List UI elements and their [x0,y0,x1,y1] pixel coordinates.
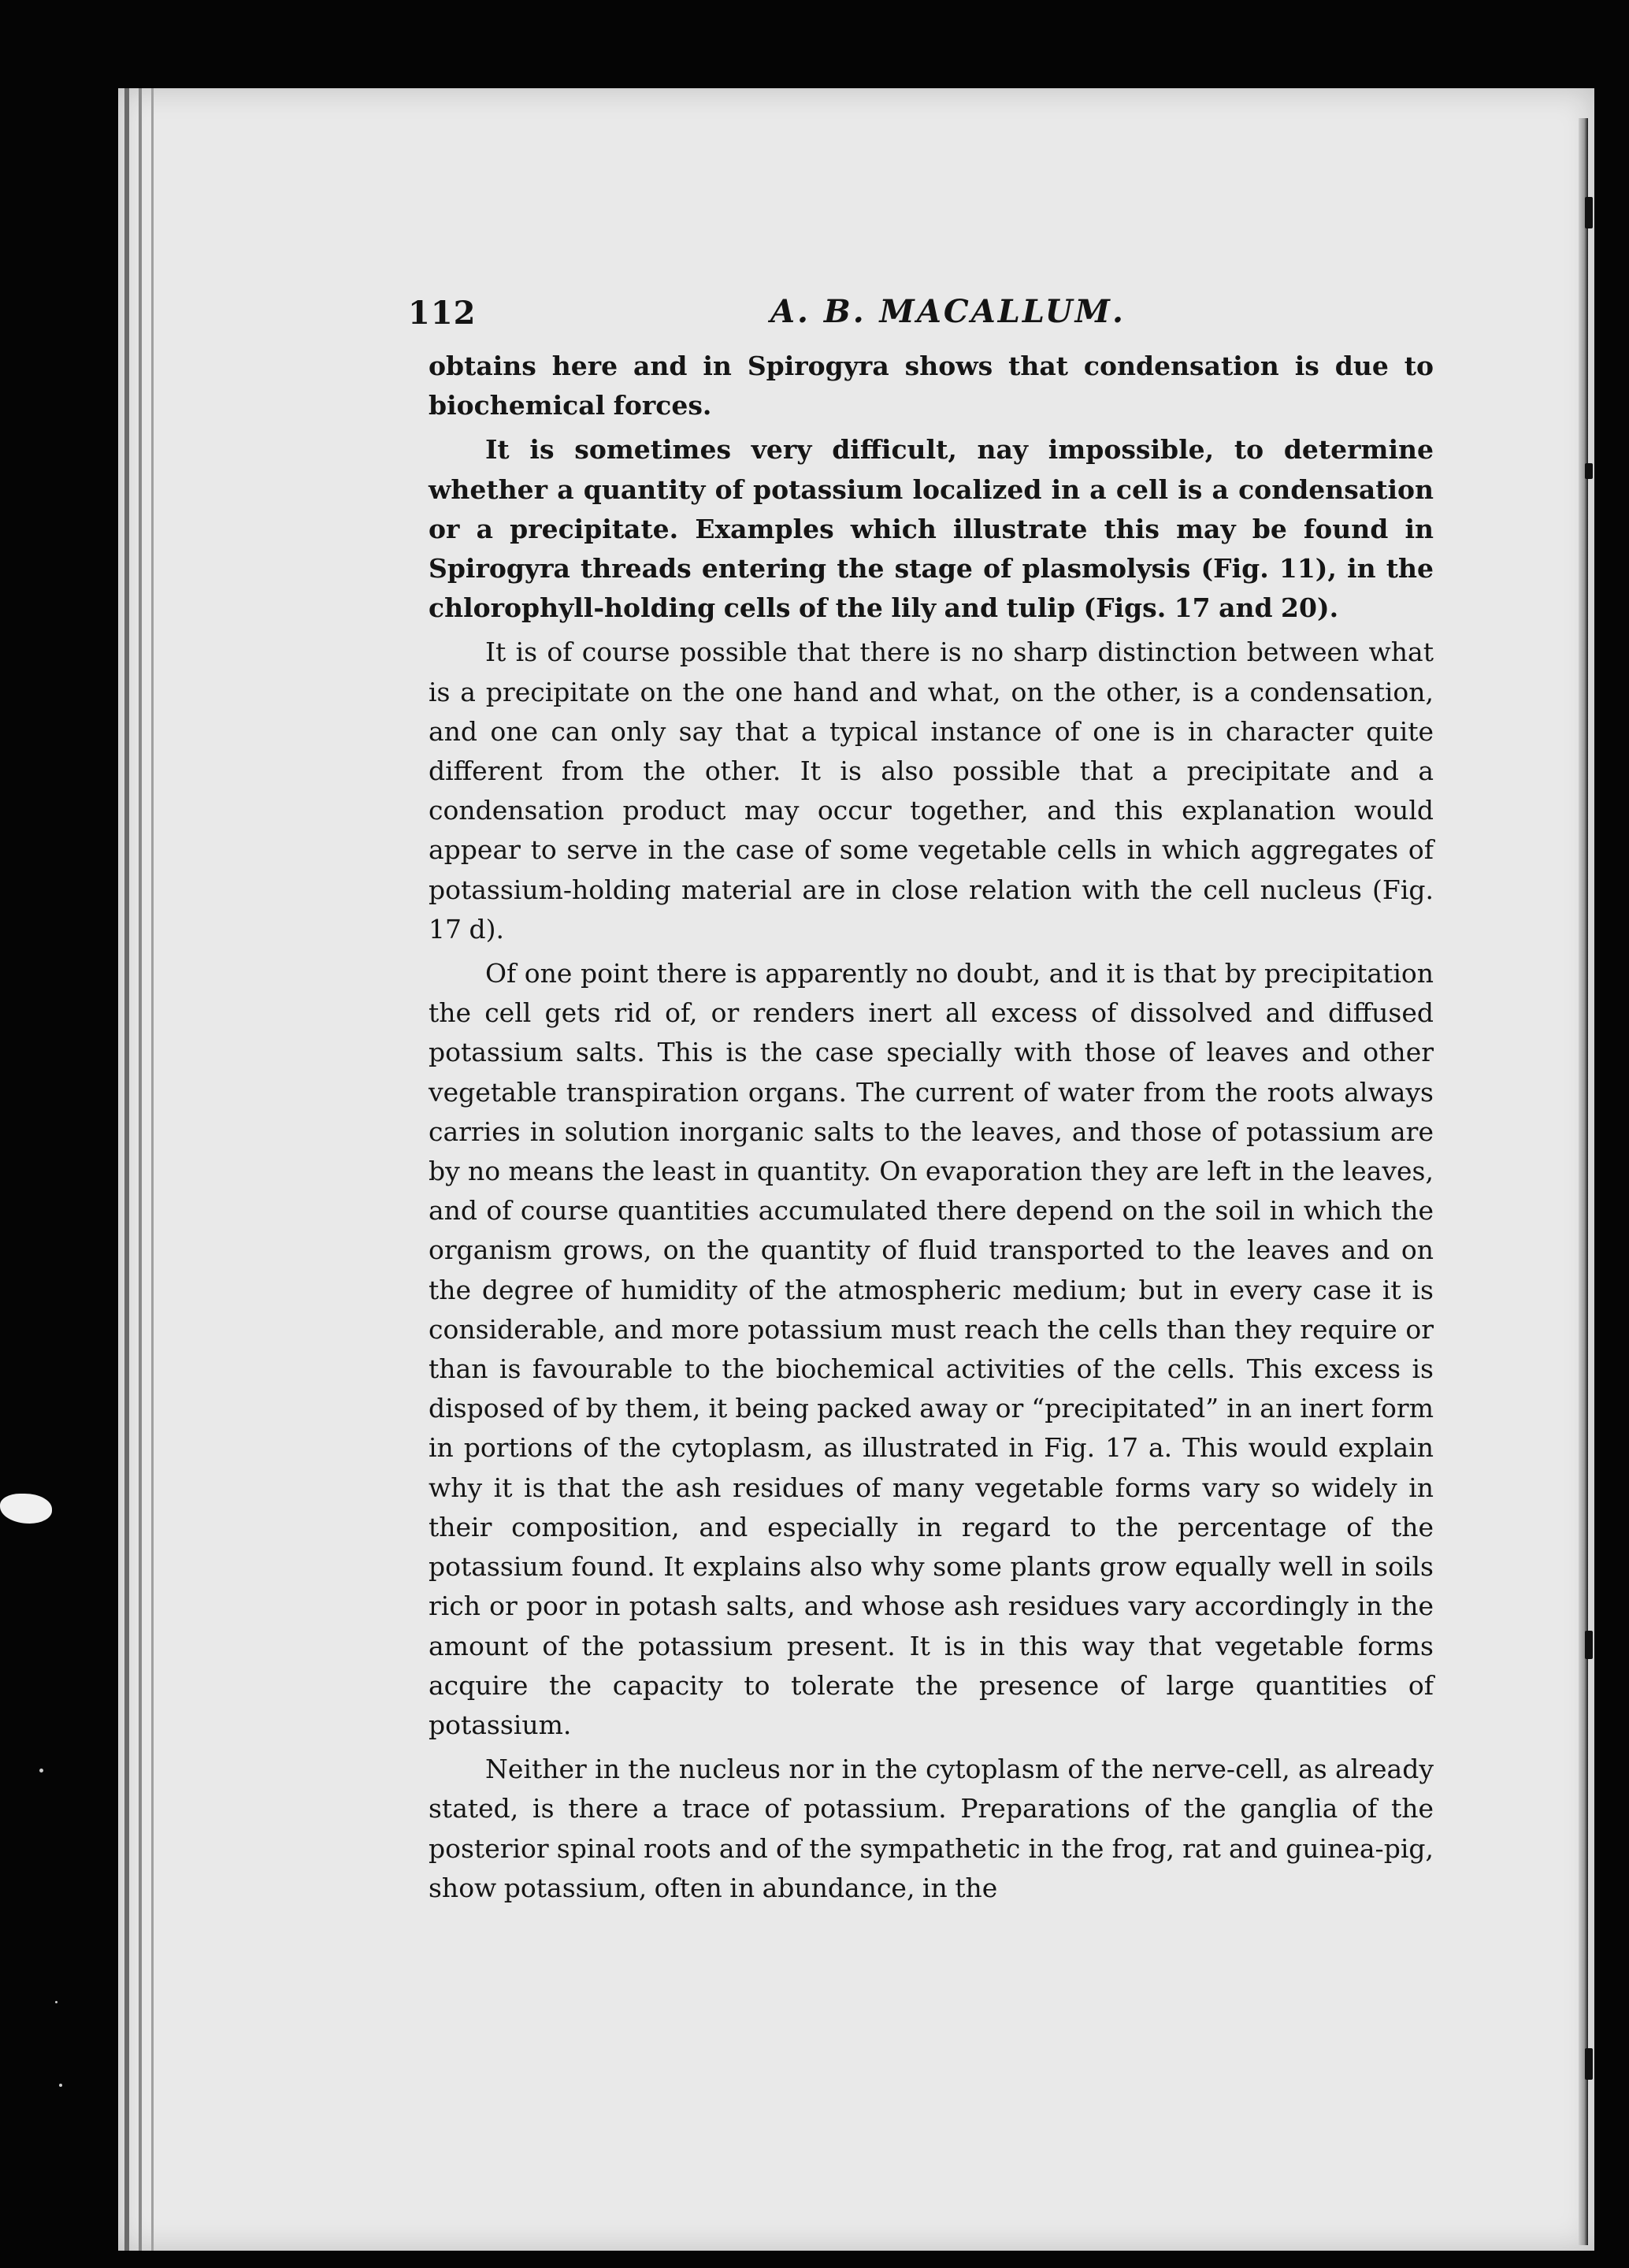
margin-blot [0,1494,52,1524]
paragraph: obtains here and in Spirogyra shows that condensation is due to biochemical forces. [429,351,1434,421]
speck [55,2001,58,2003]
page-right-edge [1579,118,1588,2245]
binding-line [151,88,154,2251]
edge-mark [1585,197,1593,228]
binding-line [139,88,142,2251]
speck [39,1769,43,1772]
paragraph: Neither in the nucleus nor in the cytoplasm of the nerve-cell, as already stated, is there a trace of potassium. Preparations of the ganglia of the posterior spinal roots and of the sympathetic in the frog, rat and guinea-pig, show potassium, often in abundance, in the [429,1754,1434,1903]
running-head [408,285,1440,340]
running-head-author: A. B. MACALLUM. [770,293,1126,330]
edge-mark [1585,463,1593,479]
binding-line [124,88,129,2251]
edge-mark [1585,1631,1593,1659]
edge-mark [1585,2048,1593,2080]
page-number: 112 [408,295,477,332]
paragraph: Of one point there is apparently no doubt, and it is that by precipitation the cell gets rid of, or renders inert all excess of dissolved and diffused potassium salts. This is the case specially with those of leaves and other vegetable transpiration organs. The current of water from the roots always carries in solution inorganic salts to the leaves, and those of potassium are by no means the least in quantity. On evaporation they are left in the leaves, and of course quantities accumulated there depend on the soil in which the organism grows, on the quantity of fluid transported to the leaves and on the degree of humidity of the atmospheric medium; but in every case it is considerable, and more potassium must reach the cells than they require or than is favourable to the biochemical activities of the cells. This excess is disposed of by them, it being packed away or “precipitated” in an inert form in portions of the cytoplasm, as illustrated in Fig. 17 a. This would explain why it is that the ash residues of many vegetable forms vary so widely in their composition, and especially in regard to the percentage of the potassium found. It explains also why some plants grow equally well in soils rich or poor in potash salts, and whose ash residues vary accordingly in the amount of the potassium present. It is in this way that vegetable forms acquire the capacity to tolerate the presence of large quantities of potassium. [429,958,1434,1740]
paragraph: It is of course possible that there is no sharp distinction between what is a precipitate on the one hand and what, on the other, is a condensation, and one can only say that a typical instance of one is in character quite different from the other. It is also possible that a precipitate and a condensation product may occur together, and this explanation would appear to serve in the case of some vegetable cells in which aggregates of potassium-holding material are in close relation with the cell nucleus (Fig. 17 d). [429,637,1434,945]
paragraph: It is sometimes very difficult, nay impossible, to determine whether a quantity of potassium localized in a cell is a condensation or a precipitate. Examples which illustrate this may be found in Spirogyra threads entering the stage of plasmolysis (Fig. 11), in the chlorophyll-holding cells of the lily and tulip (Figs. 17 and 20). [429,434,1434,624]
body-text [429,347,1434,1908]
speck [59,2084,62,2087]
